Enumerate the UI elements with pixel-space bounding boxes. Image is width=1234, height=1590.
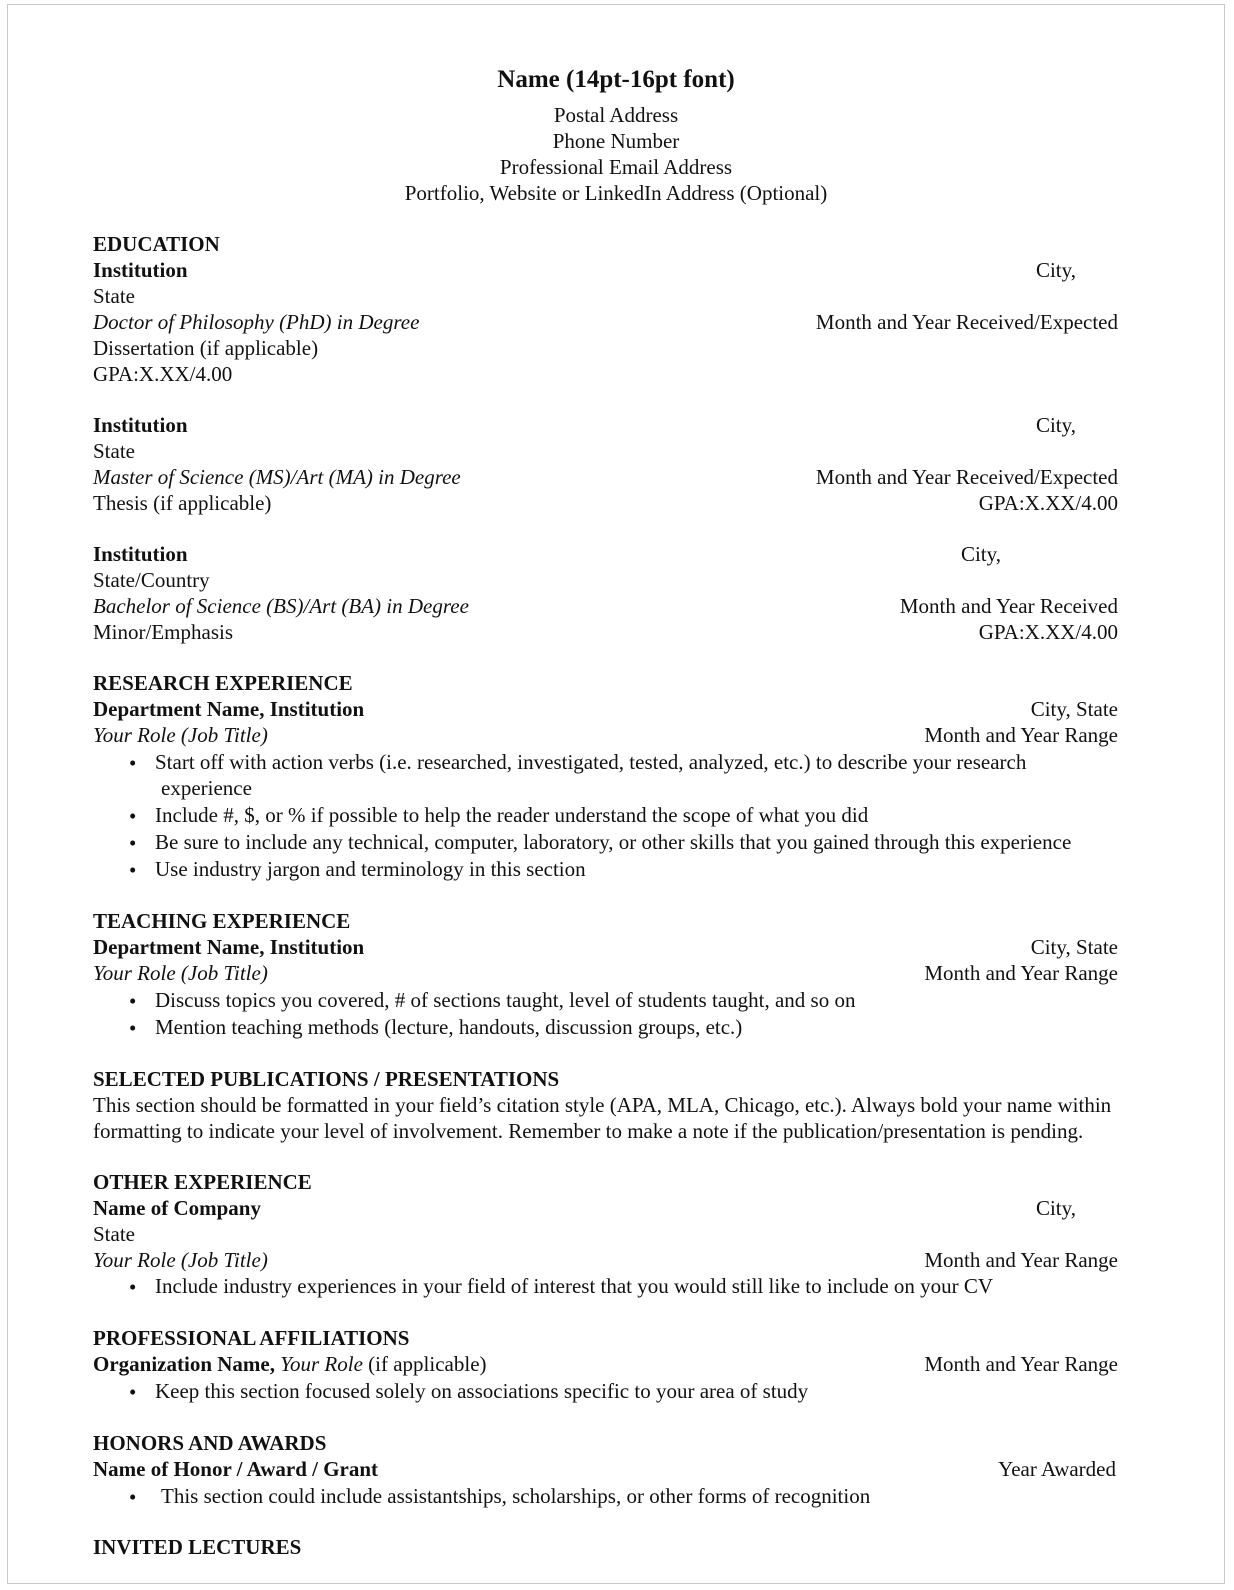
education-institution: Institution <box>93 542 188 566</box>
other-company: Name of Company <box>93 1196 261 1220</box>
other-role: Your Role (Job Title) <box>93 1248 268 1272</box>
affiliation-note: (if applicable) <box>368 1352 487 1376</box>
research-org: Department Name, Institution <box>93 697 365 721</box>
education-detail: Thesis (if applicable) <box>93 491 272 515</box>
education-state: State <box>93 284 135 308</box>
education-state: State <box>93 439 135 463</box>
section-heading-research: RESEARCH EXPERIENCE <box>93 671 353 695</box>
research-bullet: Use industry jargon and terminology in this section <box>155 857 586 881</box>
education-gpa: GPA:X.XX/4.00 <box>978 620 1118 644</box>
education-city: City, <box>1035 413 1076 437</box>
affiliation-role: Your Role <box>280 1352 363 1376</box>
teaching-bullet: Mention teaching methods (lecture, handouts, discussion groups, etc.) <box>155 1015 743 1039</box>
teaching-org: Department Name, Institution <box>93 935 365 959</box>
research-location: City, State <box>1030 697 1118 721</box>
education-degree: Doctor of Philosophy (PhD) in Degree <box>93 310 420 334</box>
education-state: State/Country <box>93 568 210 592</box>
teaching-role: Your Role (Job Title) <box>93 961 268 985</box>
section-heading-honors: HONORS AND AWARDS <box>93 1431 327 1455</box>
section-heading-affiliations: PROFESSIONAL AFFILIATIONS <box>93 1326 410 1350</box>
email-address: Professional Email Address <box>499 155 733 179</box>
postal-address: Postal Address <box>553 103 679 127</box>
honor-name: Name of Honor / Award / Grant <box>93 1457 379 1481</box>
honor-bullet: This section could include assistantships, scholarships, or other forms of recognition <box>161 1484 871 1508</box>
research-role: Your Role (Job Title) <box>93 723 268 747</box>
affiliation-bullet: Keep this section focused solely on associations specific to your area of study <box>155 1379 809 1403</box>
bullet-marker: • <box>129 804 137 828</box>
teaching-bullet: Discuss topics you covered, # of sections taught, level of students taught, and so on <box>155 988 856 1012</box>
other-city: City, <box>1035 1196 1076 1220</box>
education-institution: Institution <box>93 258 188 282</box>
education-gpa: GPA:X.XX/4.00 <box>978 491 1118 515</box>
education-detail: Dissertation (if applicable) <box>93 336 319 360</box>
section-heading-publications: SELECTED PUBLICATIONS / PRESENTATIONS <box>93 1067 560 1091</box>
education-date: Month and Year Received/Expected <box>815 465 1118 489</box>
education-date: Month and Year Received/Expected <box>815 310 1118 334</box>
bullet-marker: • <box>129 831 137 855</box>
section-heading-teaching: TEACHING EXPERIENCE <box>93 909 351 933</box>
publications-text: formatting to indicate your level of involvement. Remember to make a note if the publication/presentation is pending. <box>93 1119 1084 1143</box>
research-bullet: Include #, $, or % if possible to help the reader understand the scope of what you did <box>155 803 869 827</box>
section-heading-other: OTHER EXPERIENCE <box>93 1170 312 1194</box>
teaching-date: Month and Year Range <box>924 961 1118 985</box>
bullet-marker: • <box>129 1485 137 1509</box>
bullet-marker: • <box>129 751 137 775</box>
publications-text: This section should be formatted in your field’s citation style (APA, MLA, Chicago, etc.). Always bold your name within <box>93 1093 1112 1117</box>
education-gpa: GPA:X.XX/4.00 <box>93 362 233 386</box>
affiliation-date: Month and Year Range <box>924 1352 1118 1376</box>
research-date: Month and Year Range <box>924 723 1118 747</box>
section-heading-lectures: INVITED LECTURES <box>93 1535 302 1559</box>
bullet-marker: • <box>129 989 137 1013</box>
affiliation-line <box>93 1351 487 1377</box>
section-heading-education: EDUCATION <box>93 232 220 256</box>
other-state: State <box>93 1222 135 1246</box>
teaching-location: City, State <box>1030 935 1118 959</box>
bullet-marker: • <box>129 1380 137 1404</box>
education-degree: Bachelor of Science (BS)/Art (BA) in Degree <box>93 594 469 618</box>
portfolio-address: Portfolio, Website or LinkedIn Address (Optional) <box>404 181 828 205</box>
research-bullet-continuation: experience <box>161 776 252 800</box>
honor-date: Year Awarded <box>998 1457 1116 1481</box>
other-bullet: Include industry experiences in your field of interest that you would still like to include on your CV <box>155 1274 994 1298</box>
affiliation-org: Organization Name, <box>93 1352 275 1376</box>
research-bullet: Be sure to include any technical, computer, laboratory, or other skills that you gained through this experience <box>155 830 1072 854</box>
education-detail: Minor/Emphasis <box>93 620 233 644</box>
bullet-marker: • <box>129 1016 137 1040</box>
resume-name: Name (14pt-16pt font) <box>497 66 735 93</box>
bullet-marker: • <box>129 1275 137 1299</box>
research-bullet: Start off with action verbs (i.e. researched, investigated, tested, analyzed, etc.) to describe your research <box>155 750 1027 774</box>
education-institution: Institution <box>93 413 188 437</box>
bullet-marker: • <box>129 858 137 882</box>
education-city: City, <box>960 542 1001 566</box>
education-degree: Master of Science (MS)/Art (MA) in Degree <box>93 465 461 489</box>
education-city: City, <box>1035 258 1076 282</box>
education-date: Month and Year Received <box>899 594 1118 618</box>
other-date: Month and Year Range <box>924 1248 1118 1272</box>
phone-number: Phone Number <box>552 129 680 153</box>
